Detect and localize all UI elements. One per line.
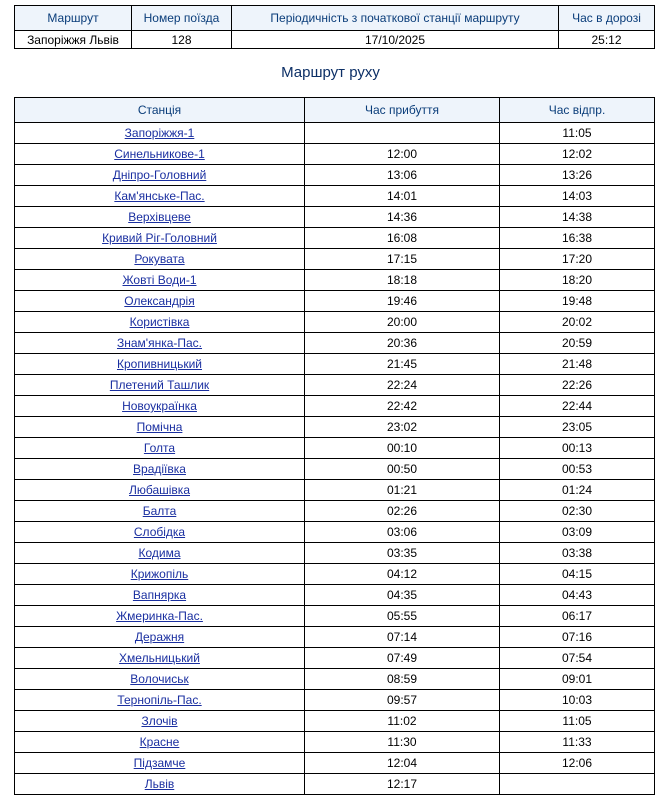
station-cell: [15, 123, 305, 144]
departure-time: 04:15: [500, 564, 655, 585]
station-link[interactable]: Жмеринка-Пас.: [116, 609, 203, 623]
arrival-time: 17:15: [305, 249, 500, 270]
departure-time: 11:05: [500, 711, 655, 732]
departure-time: 17:20: [500, 249, 655, 270]
departure-time: 14:38: [500, 207, 655, 228]
route-table-body: [15, 123, 655, 795]
departure-time: 00:13: [500, 438, 655, 459]
header-departure: Час відпр.: [500, 98, 655, 123]
departure-time: 00:53: [500, 459, 655, 480]
station-cell: [15, 690, 305, 711]
departure-time: 07:54: [500, 648, 655, 669]
table-row: [15, 501, 655, 522]
arrival-time: 14:01: [305, 186, 500, 207]
station-cell: [15, 333, 305, 354]
departure-time: 21:48: [500, 354, 655, 375]
station-link[interactable]: Жовті Води-1: [122, 273, 197, 287]
station-link[interactable]: Кодима: [138, 546, 181, 560]
table-row: [15, 375, 655, 396]
departure-time: 11:33: [500, 732, 655, 753]
table-row: [15, 144, 655, 165]
table-row: [15, 312, 655, 333]
station-link[interactable]: Кривий Ріг-Головний: [102, 231, 217, 245]
station-link[interactable]: Волочиськ: [130, 672, 189, 686]
arrival-time: 12:00: [305, 144, 500, 165]
table-row: [15, 417, 655, 438]
station-link[interactable]: Вапнярка: [132, 588, 187, 602]
arrival-time: 03:35: [305, 543, 500, 564]
departure-time: 01:24: [500, 480, 655, 501]
table-row: [15, 690, 655, 711]
route-title: Маршрут руху: [281, 64, 380, 81]
station-link[interactable]: Знам'янка-Пас.: [116, 336, 203, 350]
departure-time: 23:05: [500, 417, 655, 438]
header-travel-time: Час в дорозі: [559, 6, 655, 31]
table-row: [15, 438, 655, 459]
train-number: 128: [132, 31, 232, 49]
table-row: [15, 774, 655, 795]
header-route: Маршрут: [15, 6, 132, 31]
arrival-time: 22:24: [305, 375, 500, 396]
station-cell: [15, 207, 305, 228]
arrival-time: 07:49: [305, 648, 500, 669]
station-link[interactable]: Любашівка: [128, 483, 190, 497]
arrival-time: 00:10: [305, 438, 500, 459]
station-link[interactable]: Рокувата: [134, 252, 185, 266]
station-cell: [15, 396, 305, 417]
departure-time: 11:05: [500, 123, 655, 144]
station-cell: [15, 627, 305, 648]
table-row: [15, 543, 655, 564]
station-cell: [15, 459, 305, 480]
table-row: [15, 354, 655, 375]
table-row: [15, 753, 655, 774]
table-row: [15, 396, 655, 417]
departure-time: 20:02: [500, 312, 655, 333]
table-row: [15, 732, 655, 753]
station-cell: [15, 270, 305, 291]
station-link[interactable]: Синельникове-1: [114, 147, 205, 161]
route-schedule-table: [14, 97, 655, 795]
arrival-time: 20:00: [305, 312, 500, 333]
station-cell: [15, 606, 305, 627]
departure-time: 03:09: [500, 522, 655, 543]
station-cell: [15, 144, 305, 165]
travel-time: 25:12: [559, 31, 655, 49]
station-link[interactable]: Голта: [143, 441, 176, 455]
route-name: Запоріжжя Львів: [15, 31, 132, 49]
departure-time: 04:43: [500, 585, 655, 606]
departure-time: 19:48: [500, 291, 655, 312]
header-arrival: Час прибуття: [305, 98, 500, 123]
table-row: [15, 228, 655, 249]
train-info-row: [15, 31, 655, 49]
arrival-time: 01:21: [305, 480, 500, 501]
table-row: [15, 627, 655, 648]
table-row: [15, 648, 655, 669]
arrival-time: 11:30: [305, 732, 500, 753]
station-cell: [15, 438, 305, 459]
arrival-time: 22:42: [305, 396, 500, 417]
station-link[interactable]: Новоукраїнка: [122, 399, 197, 413]
station-cell: [15, 564, 305, 585]
route-header-row: [15, 98, 655, 123]
station-cell: [15, 480, 305, 501]
departure-time: 18:20: [500, 270, 655, 291]
table-row: [15, 564, 655, 585]
station-link[interactable]: Слобідка: [133, 525, 186, 539]
station-link[interactable]: Балта: [142, 504, 177, 518]
departure-time: 12:06: [500, 753, 655, 774]
table-row: [15, 480, 655, 501]
station-link[interactable]: Деражня: [134, 630, 185, 644]
departure-time: 20:59: [500, 333, 655, 354]
station-cell: [15, 354, 305, 375]
table-row: [15, 270, 655, 291]
arrival-time: 08:59: [305, 669, 500, 690]
arrival-time: 11:02: [305, 711, 500, 732]
table-row: [15, 585, 655, 606]
arrival-time: 02:26: [305, 501, 500, 522]
station-link[interactable]: Плетений Ташлик: [109, 378, 210, 392]
arrival-time: 12:17: [305, 774, 500, 795]
departure-time: 06:17: [500, 606, 655, 627]
station-link[interactable]: Львів: [144, 777, 175, 791]
station-cell: [15, 186, 305, 207]
station-cell: [15, 753, 305, 774]
station-cell: [15, 417, 305, 438]
departure-time: 22:44: [500, 396, 655, 417]
departure-time: 14:03: [500, 186, 655, 207]
table-row: [15, 123, 655, 144]
arrival-time: 12:04: [305, 753, 500, 774]
table-row: [15, 459, 655, 480]
arrival-time: 07:14: [305, 627, 500, 648]
arrival-time: 23:02: [305, 417, 500, 438]
departure-time: 10:03: [500, 690, 655, 711]
header-periodicity: Періодичність з початкової станції маршруту: [232, 6, 559, 31]
station-link[interactable]: Користівка: [129, 315, 190, 329]
departure-time: 16:38: [500, 228, 655, 249]
station-cell: [15, 774, 305, 795]
departure-time: 12:02: [500, 144, 655, 165]
table-row: [15, 711, 655, 732]
station-link[interactable]: Олександрія: [124, 294, 195, 308]
table-row: [15, 606, 655, 627]
station-link[interactable]: Тернопіль-Пас.: [117, 693, 202, 707]
arrival-time: 05:55: [305, 606, 500, 627]
station-cell: [15, 165, 305, 186]
arrival-time: 13:06: [305, 165, 500, 186]
arrival-time: 18:18: [305, 270, 500, 291]
station-cell: [15, 501, 305, 522]
station-link[interactable]: Дніпро-Головний: [112, 168, 207, 182]
station-cell: [15, 291, 305, 312]
table-row: [15, 669, 655, 690]
departure-time: 03:38: [500, 543, 655, 564]
station-link[interactable]: Злочів: [141, 714, 178, 728]
table-row: [15, 249, 655, 270]
departure-time: [500, 774, 655, 795]
train-info-table: [14, 5, 655, 49]
arrival-time: [305, 123, 500, 144]
arrival-time: 21:45: [305, 354, 500, 375]
station-cell: [15, 648, 305, 669]
header-train-number: Номер поїзда: [132, 6, 232, 31]
station-cell: [15, 249, 305, 270]
station-link[interactable]: Врадіївка: [133, 462, 186, 476]
station-link[interactable]: Красне: [139, 735, 180, 749]
table-row: [15, 165, 655, 186]
table-row: [15, 207, 655, 228]
departure-time: 09:01: [500, 669, 655, 690]
arrival-time: 04:12: [305, 564, 500, 585]
station-link[interactable]: Кропивницький: [116, 357, 203, 371]
table-row: [15, 522, 655, 543]
train-info-header-row: [15, 6, 655, 31]
station-link[interactable]: Помічна: [136, 420, 183, 434]
arrival-time: 14:36: [305, 207, 500, 228]
station-link[interactable]: Кам'янське-Пас.: [114, 189, 205, 203]
station-cell: [15, 228, 305, 249]
departure-time: 07:16: [500, 627, 655, 648]
table-row: [15, 333, 655, 354]
departure-time: 13:26: [500, 165, 655, 186]
station-cell: [15, 585, 305, 606]
station-link[interactable]: Хмельницький: [119, 651, 200, 665]
station-cell: [15, 732, 305, 753]
station-link[interactable]: Крижопіль: [130, 567, 189, 581]
arrival-time: 09:57: [305, 690, 500, 711]
station-cell: [15, 312, 305, 333]
arrival-time: 03:06: [305, 522, 500, 543]
arrival-time: 20:36: [305, 333, 500, 354]
station-link[interactable]: Підзамче: [133, 756, 186, 770]
periodicity-date: 17/10/2025: [232, 31, 559, 49]
departure-time: 22:26: [500, 375, 655, 396]
station-link[interactable]: Верхівцеве: [128, 210, 191, 224]
station-cell: [15, 669, 305, 690]
arrival-time: 16:08: [305, 228, 500, 249]
table-row: [15, 291, 655, 312]
station-cell: [15, 711, 305, 732]
station-cell: [15, 375, 305, 396]
table-row: [15, 186, 655, 207]
station-cell: [15, 522, 305, 543]
station-cell: [15, 543, 305, 564]
arrival-time: 00:50: [305, 459, 500, 480]
header-station: Станція: [15, 98, 305, 123]
departure-time: 02:30: [500, 501, 655, 522]
arrival-time: 19:46: [305, 291, 500, 312]
arrival-time: 04:35: [305, 585, 500, 606]
station-link[interactable]: Запоріжжя-1: [124, 126, 195, 140]
